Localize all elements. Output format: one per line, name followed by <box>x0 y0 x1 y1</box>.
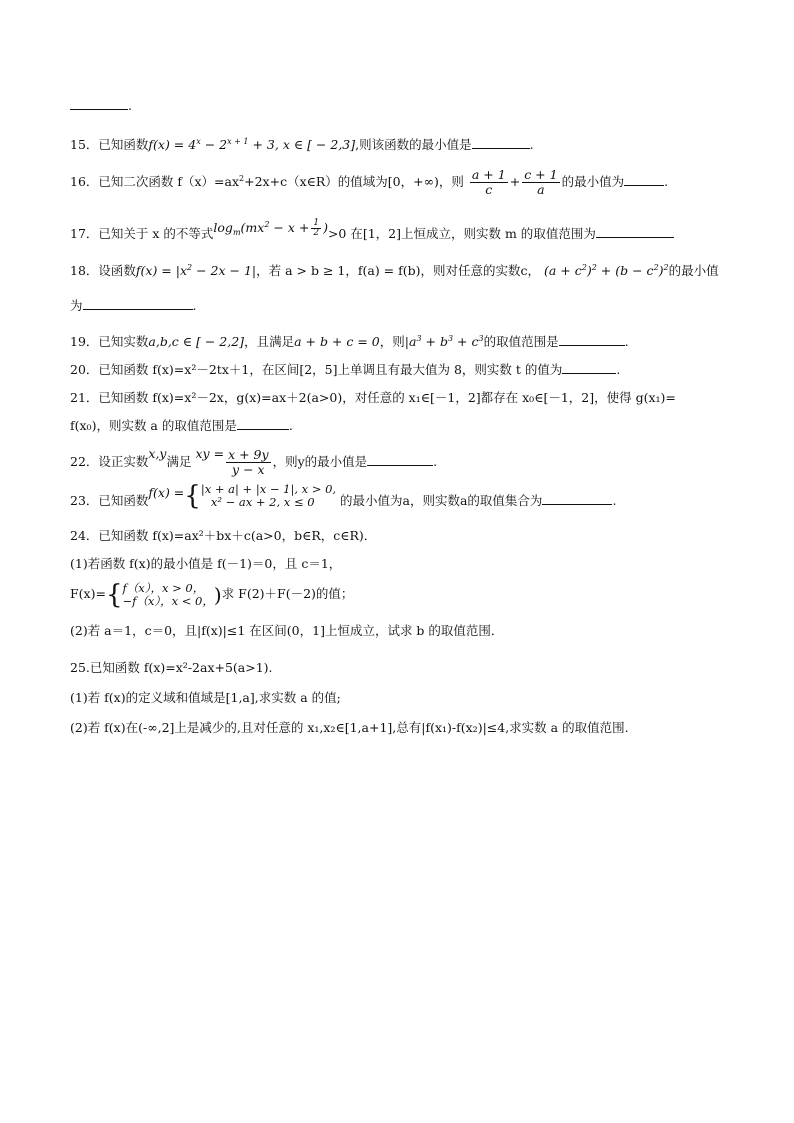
question-18: 18．设函数$f(x) = |x^2 - 2x - 1|$，若 a > b ≥ 1，f(a) = f(b)，则对任意的实数c， $(a + c^2)^2 + (b - c^2)^2$的最小值 <box>70 263 719 278</box>
answer-blank[interactable] <box>542 492 612 505</box>
question-22: 22．设正实数x,y满足 xy = $\frac{x + 9y}{y - x}$ ，则y的最小值是 . <box>70 446 438 477</box>
log-expression: $\log_m(mx^2 - x$ + $\frac{1}{2}$ ) <box>213 218 328 238</box>
question-19: 19．已知实数a,b,c ∈ [ − 2,2]，且满足a + b + c = 0，则$|a^3 + b^3 + c^3$的取值范围是 . <box>70 334 629 349</box>
answer-blank[interactable] <box>70 97 128 110</box>
question-15: 15．已知函数$f(x) = 4^x - 2^{x + 1} + 3$, x ∈ [ − 2,3],则该函数的最小值是 . <box>70 137 534 152</box>
question-23: 23．已知函数f(x) ={ |x + a| + |x − 1|, x > 0, x² − ax + 2, x ≤ 0 的最小值为a，则实数a的取值集合为 . <box>70 480 617 511</box>
answer-blank[interactable] <box>624 173 664 186</box>
question-21: 21．已知函数 f(x)=x²－2x，g(x)=ax＋2(a>0)，对任意的 x₁∈[－1，2]都存在 x₀∈[－1，2]，使得 g(x₁)= <box>70 390 676 405</box>
previous-question-tail: . <box>70 97 734 115</box>
question-18-line-2: 为 . <box>70 298 197 313</box>
question-25-part-1: (1)若 f(x)的定义域和值域是[1,a],求实数 a 的值; <box>70 690 341 705</box>
question-24-part-2: (2)若 a＝1，c＝0，且|f(x)|≤1 在区间(0，1]上恒成立，试求 b 的取值范围． <box>70 623 504 638</box>
left-brace: { <box>105 579 123 610</box>
answer-blank[interactable] <box>367 453 433 466</box>
question-24: 24．已知函数 f(x)=ax²＋bx＋c(a>0，b∈R，c∈R)． <box>70 528 377 543</box>
answer-blank[interactable] <box>472 136 530 149</box>
question-25: 25.已知函数 f(x)=x²-2ax+5(a>1). <box>70 660 273 675</box>
fraction: $\frac{x + 9y}{y - x}$ <box>228 447 269 477</box>
answer-blank[interactable] <box>596 225 674 238</box>
fraction: $\frac{a + 1}{c}$ <box>471 167 506 197</box>
answer-blank[interactable] <box>559 333 625 346</box>
piecewise-cases: |x + a| + |x − 1|, x > 0, x² − ax + 2, x ≤ 0 <box>200 481 337 509</box>
piecewise-cases: f（x），x > 0， −f（x），x < 0， <box>122 580 214 608</box>
question-21-line-2: f(x₀)，则实数 a 的取值范围是 . <box>70 418 293 433</box>
fraction: $\frac{c + 1}{a}$ <box>524 167 558 197</box>
question-16: 16．已知二次函数 $f(x)=ax^2+2x+c(x\in R)$的值域为[0，+∞)，则 $\frac{a + 1}{c}$ + $\frac{c + 1}{a}$ 的最小值为 . <box>70 167 669 197</box>
question-17: 17．已知关于 x 的不等式$\log_m(mx^2 - x$ + $\frac{1}{2}$ )>0 在[1，2]上恒成立，则实数 m 的取值范围为 <box>70 222 734 246</box>
answer-blank[interactable] <box>83 297 193 310</box>
answer-blank[interactable] <box>237 417 289 430</box>
answer-blank[interactable] <box>562 361 616 374</box>
question-24-part-1: (1)若函数 f(x)的最小值是 f(－1)＝0，且 c＝1， <box>70 556 342 571</box>
question-25-part-2: (2)若 f(x)在(-∞,2]上是减少的,且对任意的 x₁,x₂∈[1,a+1],总有|f(x₁)-f(x₂)|≤4,求实数 a 的取值范围. <box>70 720 629 735</box>
question-20: 20．已知函数 f(x)=x²－2tx＋1，在区间[2，5]上单调且有最大值为 8，则实数 t 的值为 . <box>70 362 621 377</box>
question-24-piecewise: F(x)={ f（x），x > 0， −f（x），x < 0， )求 F(2)＋F(－2)的值； <box>70 579 354 610</box>
left-brace: { <box>184 480 201 511</box>
